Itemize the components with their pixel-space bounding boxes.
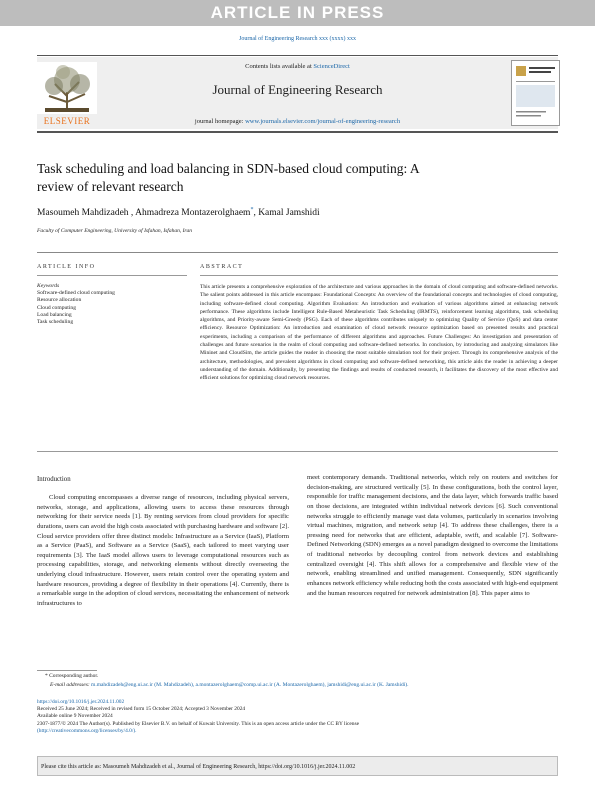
- license-statement: 2307-1877/© 2024 The Author(s). Published by Elsevier B.V. on behalf of Kuwait University. This is an open access article under the CC BY license: [37, 720, 359, 727]
- footnote-rule: [37, 670, 97, 671]
- sciencedirect-link[interactable]: ScienceDirect: [313, 63, 350, 70]
- abstract-label: ABSTRACT: [200, 264, 244, 270]
- keyword-item: Load balancing: [37, 311, 72, 318]
- publication-info: [37, 699, 558, 735]
- doi-link[interactable]: https://doi.org/10.1016/j.jer.2024.11.002: [37, 699, 125, 705]
- keyword-item: Task scheduling: [37, 319, 74, 326]
- author-3[interactable]: , Kamal Jamshidi: [253, 208, 320, 219]
- email-addresses: [50, 682, 558, 688]
- author-1[interactable]: Masoumeh Mahdizadeh ,: [37, 208, 134, 219]
- section-heading-introduction: Introduction: [37, 476, 71, 483]
- keyword-item: Resource allocation: [37, 297, 82, 304]
- journal-homepage-line: [0, 118, 595, 125]
- keywords-label: Keywords: [37, 283, 60, 289]
- abstract-text: This article presents a comprehensive exploration of the architecture and various approaches in the domain of cloud computing and software-defined networks. The salient points addressed in this article encompass: Foundational Concepts: An overview of the foundational concepts and technologies of cloud computing, including software-defined cloud computing. Algorithm Evaluation: An introduction and evaluation of various algorithms aimed at enhancing network performance. These algorithms include Intelligent Rule-Based Metaheuristic Task Scheduling (IRMTS), reinforcement learning algorithms, task scheduling algorithms, and Priority-aware Semi-Greedy (PSG). Each of these algorithms contributes uniquely to optimizing Quality of Service (QoS) and data center efficiency. Resource Optimization: An introduction and examination of cloud network resource optimization based on presented results and practical experiments, including a comparison of the performance of different algorithms and approaches. Future Challenges: An investigation and presentation of challenges and future scenarios in the realm of cloud computing and software-defined networks. In conclusion, by introducing and analyzing simulators like Mininet and CloudSim, the article guides the reader in choosing the most suitable simulation tool for their project. Through its comprehensive analysis of the architecture, methodologies, and prevalent algorithms in cloud computing and software-defined networking, this article aids the reader in achieving a deeper understanding of the domain. Additionally, by presenting the findings and results of conducted research, it facilitates the discovery of the most effective and efficient solutions for optimizing cloud network resources.: [200, 284, 558, 382]
- affiliation-rule: [37, 252, 558, 253]
- received-dates: Received 25 June 2024; Received in revised form 15 October 2024; Accepted 3 November 2024: [37, 706, 246, 713]
- homepage-link[interactable]: www.journals.elsevier.com/journal-of-engineering-research: [245, 118, 401, 125]
- journal-cover-thumbnail: [511, 60, 560, 126]
- affiliation: Faculty of Computer Engineering, University of Isfahan, Isfahan, Iran: [37, 228, 193, 234]
- elsevier-wordmark: ELSEVIER: [43, 116, 91, 126]
- cite-this-article-box: Please cite this article as: Masoumeh Mahdizadeh et al., Journal of Engineering Research, https://doi.org/10.1016/j.jer.2024.11.002: [37, 756, 558, 776]
- corresponding-author-mark[interactable]: *: [250, 207, 254, 213]
- article-in-press-banner: ARTICLE IN PRESS: [0, 0, 595, 26]
- available-online: Available online 9 November 2024: [37, 713, 113, 720]
- journal-citation-line[interactable]: Journal of Engineering Research xxx (xxxx) xxx: [239, 36, 356, 42]
- article-title: Task scheduling and load balancing in SDN-based cloud computing: A review of relevant research: [37, 161, 419, 194]
- author-2[interactable]: Ahmadreza Montazerolghaem: [135, 208, 251, 219]
- contents-prefix: Contents lists available at: [245, 63, 314, 70]
- homepage-prefix: journal homepage:: [194, 118, 246, 125]
- abstract-rule: [200, 275, 558, 276]
- keyword-item: Software-defined cloud computing: [37, 290, 115, 297]
- journal-title: Journal of Engineering Research: [212, 82, 383, 97]
- intro-paragraph: Cloud computing encompasses a diverse range of resources, including physical servers, networks, storage, and applications, allowing users to access these resources through networking for their service needs [1]. By renting services from cloud providers for specific durations, users can avoid the high costs associated with purchasing hardware and software [2]. Cloud service providers offer three distinct models: Infrastructure as a Service (IaaS), Platform as a Service (PaaS), and Software as a Service (SaaS), each tailored to meet varying user requirements [3]. The IaaS model allows users to leverage computational resources such as processing capabilities, storage, and networking elements without directly overseeing the underlying cloud infrastructure. However, users retain control over the operating system and hardware resources, providing a degree of flexibility in their operations [4]. Currently, there is a remarkable surge in the adoption of cloud services, necessitating the enhancement of network infrastructures to: [37, 494, 289, 607]
- emails-label: E-mail addresses:: [50, 682, 90, 688]
- intro-paragraph-continued: meet contemporary demands. Traditional networks, which rely on routers and switches for decision-making, are structured vertically [5]. In these configurations, both the control layer, responsible for traffic management decisions, and the data layer, which forwards traffic based on those decisions, are integrated within individual network devices [6]. Such conventional networks struggle to efficiently manage vast data volumes, particularly in scenarios involving virtual machines, migration, and network setup [4]. To address these challenges, there is a pressing need for networks that are efficient, adaptable, swift, and scalable [7]. Software-Defined Networking (SDN) emerges as a novel paradigm designed to overcome the limitations of traditional networks by decoupling control from network devices and establishing centralized oversight [4]. This shift allows for a comprehensive and flexible view of the network, enabling streamlined and unified management. Consequently, SDN significantly enhances network efficiency while reducing both the costs associated with high-end equipment and the human resources required for network administration [8]. This paper aims to: [307, 474, 558, 597]
- keywords-block: [37, 283, 187, 326]
- header-bottom-rule: [37, 131, 558, 133]
- body-left-column: [37, 493, 289, 609]
- header-top-rule: [37, 55, 558, 56]
- corresponding-author-note: * Corresponding author.: [45, 673, 99, 679]
- abstract-bottom-rule: [37, 451, 558, 452]
- body-right-column: [307, 473, 558, 598]
- license-link[interactable]: (http://creativecommons.org/licenses/by/4.0/).: [37, 727, 137, 734]
- keyword-item: Cloud computing: [37, 304, 77, 311]
- email-list[interactable]: m.mahdizadeh@eng.ui.ac.ir (M. Mahdizadeh), a.montazerolghaem@comp.ui.ac.ir (A. Montazerolghaem), jamshidi@eng.ui.ac.ir (K. Jamshidi).: [91, 682, 409, 688]
- article-info-rule: [37, 275, 187, 276]
- contents-line: [0, 63, 595, 70]
- author-list: [37, 207, 517, 218]
- article-info-label: ARTICLE INFO: [37, 264, 96, 270]
